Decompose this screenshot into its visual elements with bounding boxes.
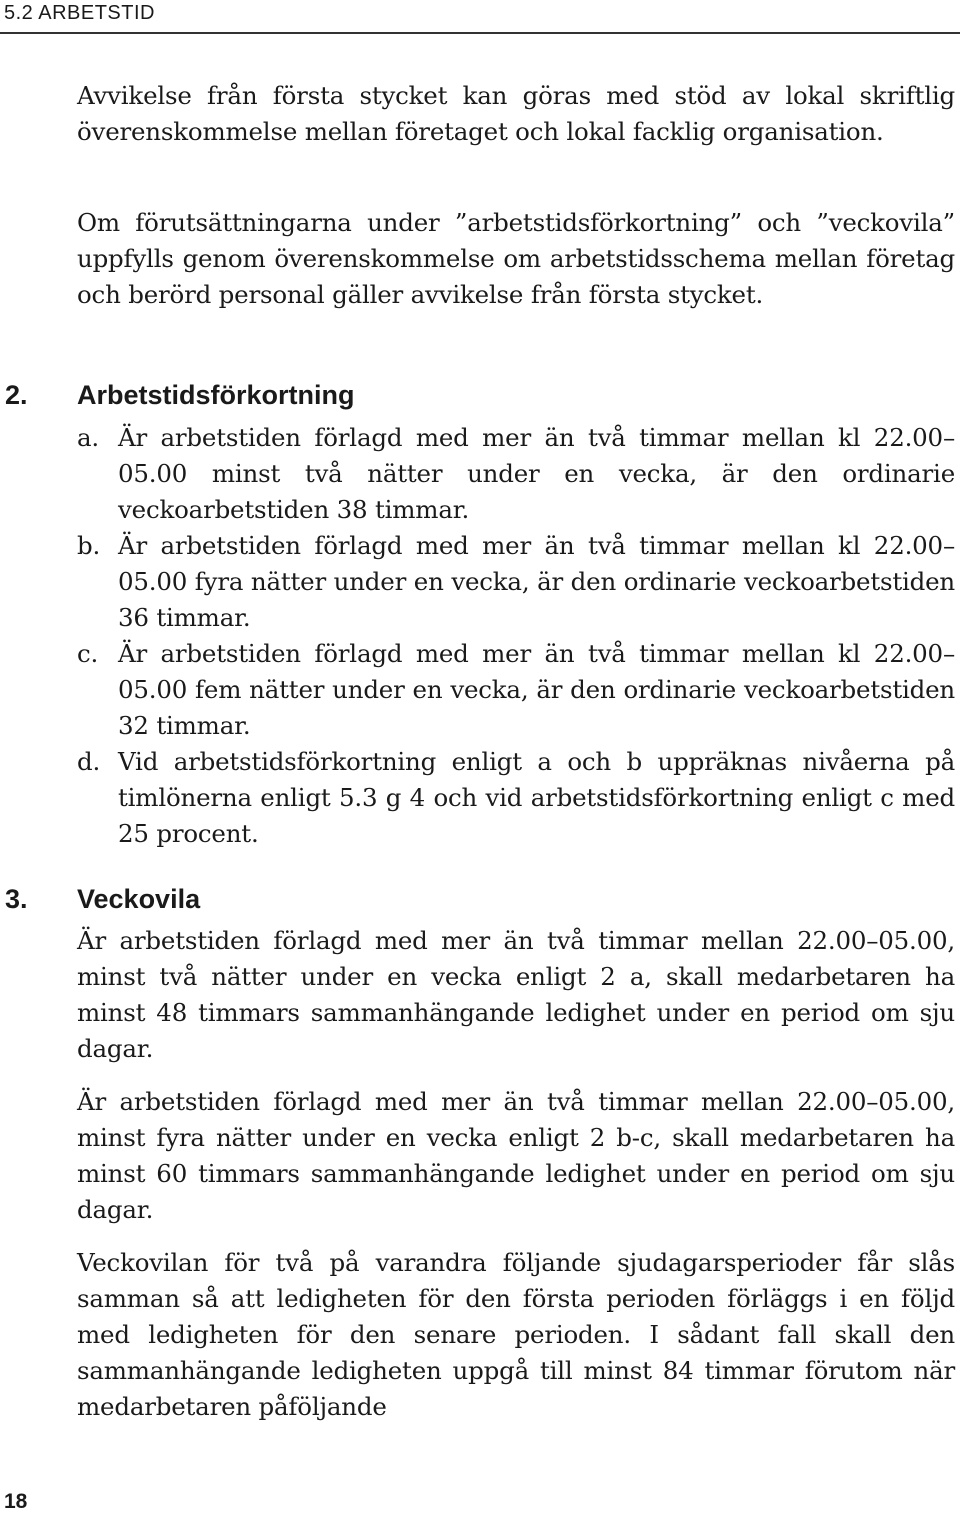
list-marker: d.: [77, 747, 101, 776]
intro-paragraph-1: Avvikelse från första stycket kan göras med stöd av lokal skriftlig överenskommelse mellan företaget och lokal facklig organisation.: [77, 81, 955, 146]
list-item-b: [77, 528, 955, 636]
section-3-heading: [5, 881, 200, 917]
section-2-number: 2.: [5, 380, 28, 410]
running-head: 5.2 ARBETSTID: [4, 2, 155, 24]
list-item-text: Är arbetstiden förlagd med mer än två timmar mellan kl 22.00–05.00 fyra nätter under en vecka, är den ordinarie veckoarbetstiden 36 timmar.: [118, 531, 955, 632]
list-item-text: Är arbetstiden förlagd med mer än två timmar mellan kl 22.00–05.00 minst två nätter under en vecka, är den ordinarie veckoarbetstiden 38 timmar.: [118, 423, 955, 524]
section-3-paragraph-3: Veckovilan för två på varandra följande sjudagarsperioder får slås samman så att ledigheten för den första perioden förläggs i en följd med ledigheten för den senare perioden. I sådant fall skall den sammanhängande ledigheten uppgå till minst 84 timmar förutom när medarbetaren påföljande: [77, 1248, 955, 1421]
section-2-list: [77, 420, 955, 852]
intro-paragraph-2: Om förutsättningarna under ”arbetstidsförkortning” och ”veckovila” uppfylls genom överenskommelse om arbetstidsschema mellan företag och berörd personal gäller avvikelse från första stycket.: [77, 208, 955, 309]
list-item-a: [77, 420, 955, 528]
page-number: 18: [4, 1490, 28, 1513]
section-2-heading: [5, 377, 355, 413]
list-item-c: [77, 636, 955, 744]
header-rule: [0, 32, 960, 34]
list-item-text: Är arbetstiden förlagd med mer än två timmar mellan kl 22.00–05.00 fem nätter under en vecka, är den ordinarie veckoarbetstiden 32 timmar.: [118, 639, 955, 740]
section-2-title: Arbetstidsförkortning: [77, 380, 355, 410]
section-3-paragraph-1: Är arbetstiden förlagd med mer än två timmar mellan 22.00–05.00, minst två nätter under en vecka enligt 2 a, skall medarbetaren ha minst 48 timmars sammanhängande ledighet under en period om sju dagar.: [77, 926, 955, 1063]
section-3-number: 3.: [5, 884, 28, 914]
list-item-d: [77, 744, 955, 852]
section-3-title: Veckovila: [77, 884, 201, 914]
list-item-text: Vid arbetstidsförkortning enligt a och b uppräknas nivåerna på timlönerna enligt 5.3 g 4 och vid arbetstidsförkortning enligt c med 25 procent.: [118, 747, 955, 848]
list-marker: a.: [77, 423, 99, 452]
section-3-paragraph-2: Är arbetstiden förlagd med mer än två timmar mellan 22.00–05.00, minst fyra nätter under en vecka enligt 2 b-c, skall medarbetaren ha minst 60 timmars sammanhängande ledighet under en period om sju dagar.: [77, 1087, 955, 1224]
list-marker: b.: [77, 531, 101, 560]
list-marker: c.: [77, 639, 99, 668]
